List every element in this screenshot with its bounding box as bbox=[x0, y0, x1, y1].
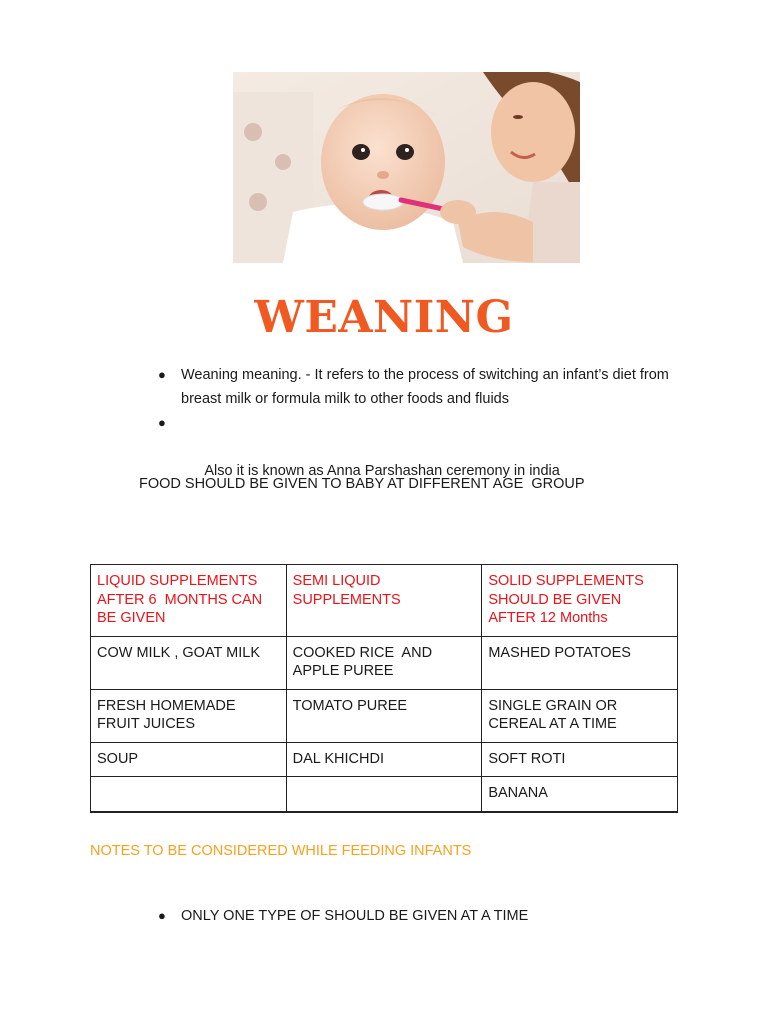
header-cell-liquid: LIQUID SUPPLEMENTS AFTER 6 MONTHS CAN BE GIVEN bbox=[91, 565, 287, 637]
header-cell-semi-liquid: SEMI LIQUID SUPPLEMENTS bbox=[286, 565, 482, 637]
bullet-text: Weaning meaning. - It refers to the process of switching an infant’s diet from breast milk or formula milk to other foods and fluids bbox=[181, 367, 669, 407]
table-cell: DAL KHICHDI bbox=[286, 742, 482, 777]
table-cell: SOFT ROTI bbox=[482, 742, 678, 777]
table-cell bbox=[91, 777, 287, 812]
table-cell: SOUP bbox=[91, 742, 287, 777]
table-cell: TOMATO PUREE bbox=[286, 689, 482, 742]
baby-feeding-illustration bbox=[233, 72, 580, 263]
bullet-text: Also it is known as Anna Parshashan ceremony in india bbox=[197, 463, 560, 479]
header-cell-solid: SOLID SUPPLEMENTS SHOULD BE GIVEN AFTER 12 Months bbox=[482, 565, 678, 637]
bullet-icon: ● bbox=[158, 908, 166, 923]
list-item bbox=[158, 363, 698, 411]
age-group-heading: FOOD SHOULD BE GIVEN TO BABY AT DIFFERENT AGE GROUP bbox=[139, 476, 585, 492]
table-cell: FRESH HOMEMADE FRUIT JUICES bbox=[91, 689, 287, 742]
notes-heading: NOTES TO BE CONSIDERED WHILE FEEDING INFANTS bbox=[90, 843, 472, 859]
table-cell: MASHED POTATOES bbox=[482, 636, 678, 689]
table-cell: SINGLE GRAIN OR CEREAL AT A TIME bbox=[482, 689, 678, 742]
list-item bbox=[158, 904, 528, 928]
table-cell: BANANA bbox=[482, 777, 678, 812]
notes-bullet-list bbox=[158, 904, 528, 928]
table-row bbox=[91, 777, 678, 812]
baby-feeding-photo bbox=[233, 72, 580, 263]
bullet-text: ONLY ONE TYPE OF SHOULD BE GIVEN AT A TIME bbox=[181, 908, 529, 924]
bullet-icon: ● bbox=[158, 415, 166, 430]
list-item bbox=[158, 411, 698, 507]
bullet-icon: ● bbox=[158, 367, 166, 382]
page-title: WEANING bbox=[254, 292, 514, 343]
table-row bbox=[91, 742, 678, 777]
table-row bbox=[91, 689, 678, 742]
table-row bbox=[91, 636, 678, 689]
table-cell: COW MILK , GOAT MILK bbox=[91, 636, 287, 689]
table-header-row bbox=[91, 565, 678, 637]
food-supplements-table bbox=[90, 564, 678, 813]
table-cell: COOKED RICE AND APPLE PUREE bbox=[286, 636, 482, 689]
table-cell bbox=[286, 777, 482, 812]
